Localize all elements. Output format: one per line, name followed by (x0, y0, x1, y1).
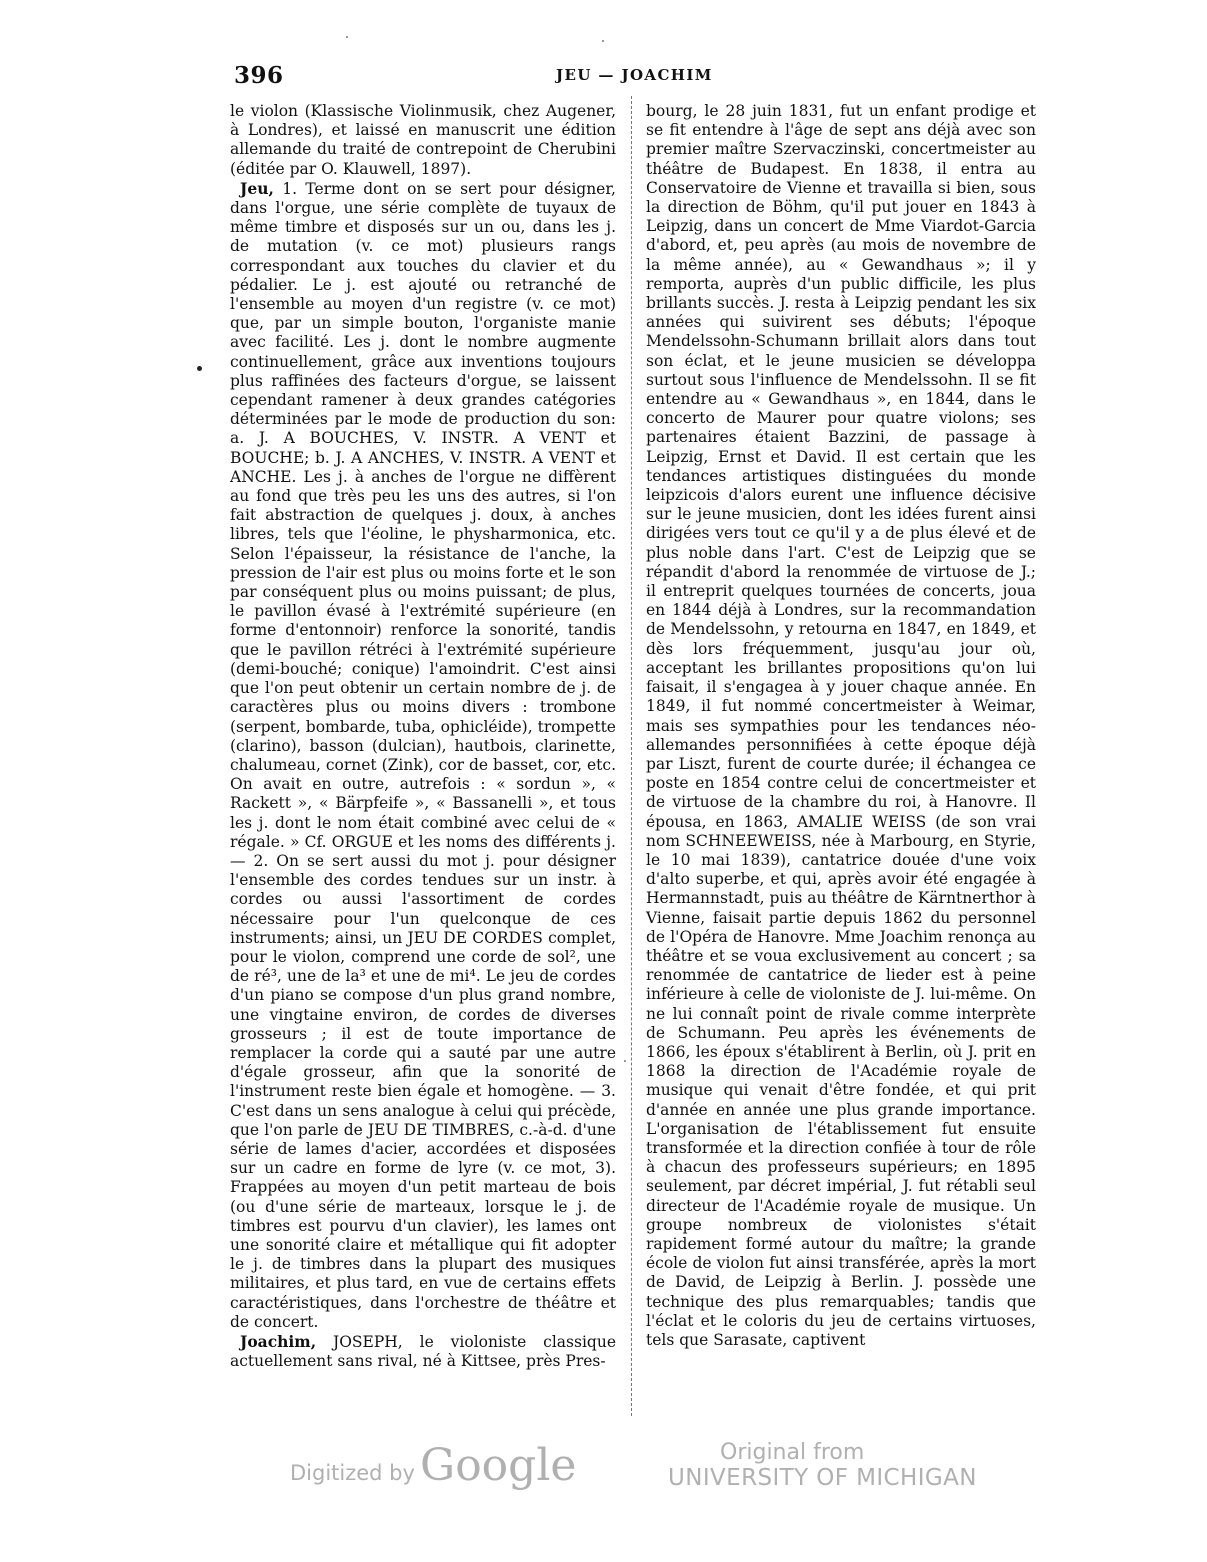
stray-dot (346, 36, 348, 38)
google-wordmark: Google (420, 1440, 577, 1491)
stray-dot (602, 40, 604, 42)
original-from (668, 1440, 977, 1491)
headword-jeu: Jeu, (240, 178, 274, 198)
university-label: UNIVERSITY OF MICHIGAN (668, 1465, 977, 1491)
paragraph: bourg, le 28 juin 1831, fut un enfant prodige et se fit entendre à l'âge de sept ans déjà avec son premier maître Szervaczinski, concertmeister au théâtre de Budapest. En 1838, il entra au Conservatoire de Vienne et travailla si bien, sous la direction de Böhm, qu'il put jouer en 1843 à Leipzig, dans un concert de Mme Viardot-Garcia d'abord, et, peu après (au mois de novembre de la même année), au « Gewandhaus »; il y remporta, auprès d'un public difficile, les plus brillants succès. J. resta à Leipzig pendant les six années qui suivirent ses débuts; l'époque Mendelssohn-Schumann brillait alors dans tout son éclat, et le jeune musicien se développa surtout sous l'influence de Mendelssohn. Il se fit entendre au « Gewandhaus », en 1844, dans le concerto de Maurer pour quatre violons; ses partenaires étaient Bazzini, de passage à Leipzig, Ernst et David. Il est certain que les tendances artistiques distinguées du monde leipzicois d'alors eurent une influence décisive sur le jeune musicien, dont les idées furent ainsi dirigées vers tout ce qu'il y a de plus élevé et de plus noble dans l'art. C'est de Leipzig que se répandit d'abord la renommée de virtuose de J.; il entreprit quelques tournées de concerts, joua en 1844 déjà à Londres, sur la recommandation de Mendelssohn, y retourna en 1847, en 1849, et dès lors fréquemment, jusqu'au jour où, acceptant les brillantes propositions qu'on lui faisait, il s'engagea à y jouer chaque année. En 1849, il fut nommé concertmeister à Weimar, mais ses sympathies pour les tendances néo-allemandes personnifiées à cette époque déjà par Liszt, furent de courte durée; il échangea ce poste en 1854 contre celui de concertmeister et de virtuose de la chambre du roi, à Hanovre. Il épousa, en 1863, AMALIE WEISS (de son vrai nom SCHNEEWEISS, née à Marbourg, en Styrie, le 10 mai 1839), cantatrice douée d'une voix d'alto superbe, et qui, après avoir été engagée à Hermannstadt, puis au théâtre de Kärntnerthor à Vienne, faisait partie depuis 1862 du personnel de l'Opéra de Hanovre. Mme Joachim renonça au théâtre et se voua exclusivement au concert ; sa renommée de cantatrice de lieder est à peine inférieure à celle de violoniste de J. lui-même. On ne lui connaît point de rivale comme interprète de Schumann. Peu après les événements de 1866, les époux s'établirent à Berlin, où J. prit en 1868 la direction de l'Académie royale de musique qui venait d'être fondée, et qui prit d'année en année une plus grande importance. L'organisation de l'établissement fut ensuite transformée et la direction confiée à tour de rôle à chacun des professeurs supérieurs; en 1895 seulement, par décret impérial, J. fut rétabli seul directeur de l'Académie royale de musique. Un groupe nombreux de violonistes s'était rapidement formé autour du maître; la grande école de violon fut ainsi transférée, après la mort de David, de Leipzig à Berlin. J. possède une technique des plus remarquables; tandis que l'éclat et le coloris du jeu de certains virtuoses, tels que Sarasate, captivent (646, 102, 1036, 1349)
gutter-rule (631, 96, 632, 1416)
stray-dot (624, 1060, 626, 1062)
headword-joachim: Joachim, (240, 1332, 317, 1351)
original-from-label: Original from (720, 1440, 865, 1465)
page-number: 396 (234, 62, 284, 89)
paragraph: le violon (Klassische Violinmusik, chez Augener, à Londres), et laissé en manuscrit une édition allemande du traité de contrepoint de Cherubini (éditée par O. Klauwell, 1897). (230, 102, 616, 178)
entry-text: 1. Terme dont on se sert pour désigner, dans l'orgue, une série complète de tuyaux de même timbre et disposés sur un ou, dans les j. de mutation (v. ce mot) plusieurs rangs correspondant aux touches du clavier et du pédalier. Le j. est ajouté ou retranché de l'ensemble au moyen d'un registre (v. ce mot) que, par un simple bouton, l'organiste manie avec facilité. Les j. dont le nombre augmente continuellement, grâce aux inventions toujours plus raffinées des facteurs d'orgue, se laissent cependant ramener à deux grandes catégories déterminées par le mode de production du son: a. J. A BOUCHES, V. INSTR. A VENT et BOUCHE; b. J. A ANCHES, V. INSTR. A VENT et ANCHE. Les j. à anches de l'orgue ne diffèrent au fond que très peu les uns des autres, si l'on fait abstraction de quelques j. doux, à anches libres, tels que l'éoline, le physharmonica, etc. Selon l'épaisseur, la résistance de l'anche, la pression de l'air est plus ou moins forte et le son par conséquent plus ou moins puissant; de plus, le pavillon évasé à l'extrémité supérieure (en forme d'entonnoir) renforce la sonorité, tandis que le pavillon rétréci à l'extrémité supérieure (demi-bouché; conique) l'amoindrit. C'est ainsi que l'on peut obtenir un certain nombre de j. de caractères plus ou moins divers : trombone (serpent, bombarde, tuba, ophicléide), trompette (clarino), basson (dulcian), hautbois, clarinette, chalumeau, cornet (Zink), cor de basset, cor, etc. On avait en outre, autrefois : « sordun », « Rackett », « Bärpfeife », « Bassanelli », et tous les j. dont le nom était combiné avec celui de « régale. » Cf. ORGUE et les noms des différents j. — 2. On se sert aussi du mot j. pour désigner l'ensemble des cordes tendues sur un instr. à cordes ou aussi l'assortiment de cordes nécessaire pour l'un quelconque de ces instruments; ainsi, un JEU DE CORDES complet, pour le violon, comprend une corde de sol², une de ré³, une de la³ et une de mi⁴. Le jeu de cordes d'un piano se compose d'un plus grand nombre, une vingtaine environ, de cordes de diverses grosseurs ; il est de toute importance de remplacer la corde qui a sauté par une autre d'égale grosseur, afin que la sonorité de l'instrument reste bien égale et homogène. — 3. C'est dans un sens analogue à celui qui précède, que l'on parle de JEU DE TIMBRES, c.-à-d. d'une série de lames d'acier, accordées et disposées sur un cadre en forme de lyre (v. ce mot, 3). Frappées au moyen d'un petit marteau de bois (ou d'une série de marteaux, lorsque le j. de timbres est pourvu d'un clavier), les lames ont une sonorité claire et métallique qui fit adopter le j. de timbres dans la plupart des musiques militaires, et plus tard, en vue de certains effets caractéristiques, dans l'orchestre de théâtre et de concert. (230, 179, 616, 1331)
right-column (646, 102, 1036, 1350)
digitized-by-google (290, 1440, 576, 1491)
margin-dot (197, 366, 202, 371)
entry-text: JOSEPH, le violoniste classique actuellement sans rival, né à Kittsee, près Pres- (230, 1333, 616, 1371)
running-head: JEU — JOACHIM (556, 66, 713, 84)
paragraph-jeu (230, 179, 616, 1332)
left-column (230, 102, 616, 1371)
paragraph-joachim (230, 1332, 616, 1371)
digitized-by-label: Digitized by (290, 1461, 415, 1485)
